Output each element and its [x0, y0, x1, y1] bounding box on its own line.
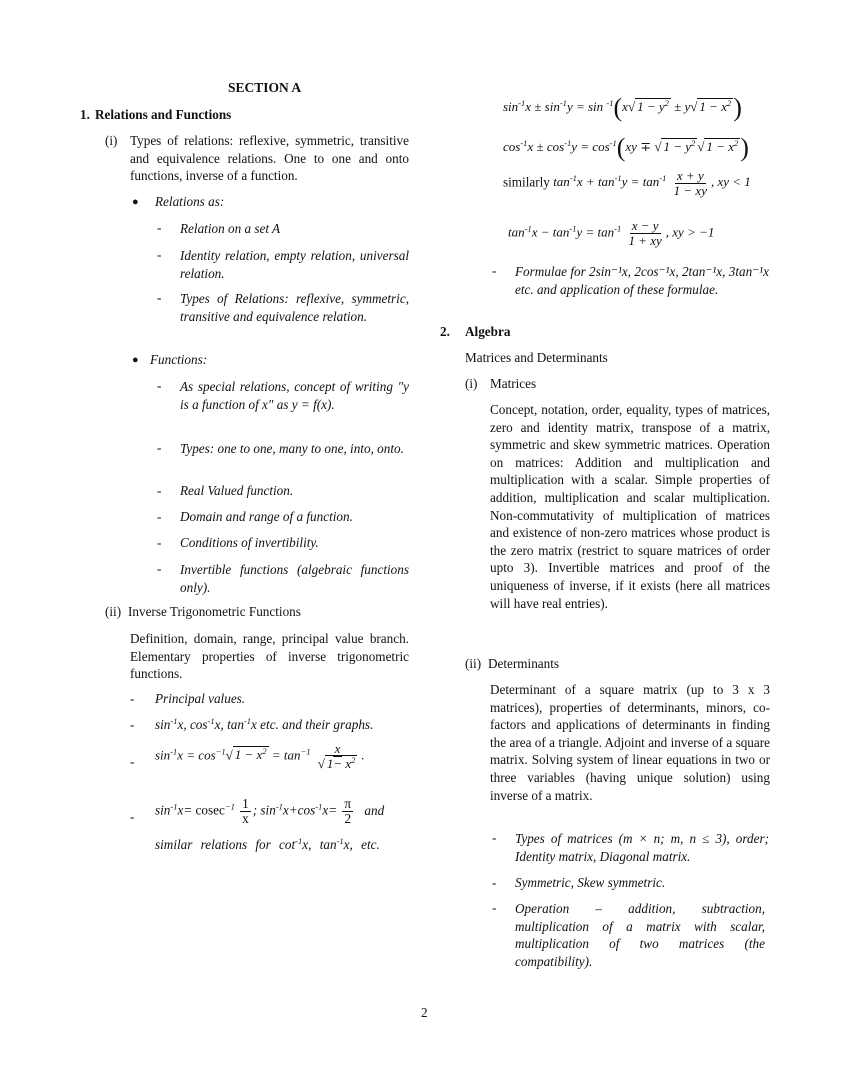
list-item: Types of Relations: reflexive, symmetric, transitive and equivalence relation.: [180, 291, 409, 324]
list-item: Types of matrices (m × n; m, n ≤ 3), order; Identity matrix, Diagonal matrix.: [515, 831, 769, 864]
bullet-icon: ●: [132, 354, 139, 366]
section-title: SECTION A: [228, 80, 302, 95]
sub1-label: (i): [105, 133, 118, 148]
heading-number: 2.: [440, 324, 450, 339]
dash-icon: -: [157, 509, 162, 524]
heading-algebra: Algebra: [465, 324, 511, 339]
dash-icon: -: [157, 535, 162, 550]
heading-number: 1.: [80, 107, 90, 122]
page-number: 2: [421, 1005, 428, 1020]
sub2-title-determinants: Determinants: [488, 656, 560, 671]
dash-icon: -: [157, 220, 162, 235]
heading-relations-functions: Relations and Functions: [95, 107, 232, 122]
sub2-text: Definition, domain, range, principal value branch. Elementary properties of inverse trigonometric functions.: [130, 631, 409, 682]
dash-icon: -: [492, 263, 497, 278]
list-item: Conditions of invertibility.: [180, 535, 319, 550]
dash-icon: -: [130, 691, 135, 706]
sub2-label: (ii): [105, 604, 122, 619]
formula-tan-diff: $\tan^{-1}x - \tan^{-1}y = \tan^{-1}$ $\frac{x - y}{1 + xy}$ , xy > −1: [508, 218, 715, 248]
sub1-title-matrices: Matrices: [490, 376, 537, 391]
dash-icon: -: [492, 900, 497, 915]
formula-sin-sum: $\sin^{-1}x \pm \sin^{-1}y = \sin ^{-1}(x√$ $1 - y^2 \pm y√$ $1 - x^2$): [503, 93, 742, 122]
dash-icon: -: [157, 440, 162, 455]
dash-icon: -: [157, 378, 162, 393]
sub2-label: (ii): [465, 656, 482, 671]
list-item: As special relations, concept of writing "y is a function of x" as y = f(x).: [180, 379, 409, 412]
list-item: Operation – addition, subtraction, multiplication of a matrix with scalar, multiplication of two matrices (the compatibility).: [515, 901, 765, 969]
subheading-matrices-determinants: Matrices and Determinants: [465, 350, 608, 365]
list-item: Invertible functions (algebraic functions only).: [180, 562, 409, 595]
list-item: Real Valued function.: [180, 483, 294, 498]
formula-cosec: $\sin^{-1}x= cosec^{-1}$ $\frac{1}{x}$ ; $\sin^{-1}x+\cos^{-1}x=$ $\frac{\pi}{2}$ and: [155, 796, 385, 826]
sub2-title: Inverse Trigonometric Functions: [128, 604, 301, 619]
matrices-text: Concept, notation, order, equality, types of matrices, zero and identity matrix, transpose of a matrix, symmetric and skew symmetric matrices. Operation on matrices: Addition and multiplication and multiplication with a scalar. Simple properties of addition, multiplication and scalar multiplication. Non-commutativity of multiplication of matrices and existence of non-zero matrices whose product is the zero matrix (restrict to square matrices of order upto 3). Invertible matrices and proof of the uniqueness of inverse, if it exists (here all matrices will have real entries).: [490, 402, 770, 611]
formula-cos-sum: $\cos^{-1}x \pm \cos^{-1}y = \cos^{-1}(xy$ ∓ √ $1 - y^2$ √ $1 - x^2$): [503, 133, 749, 162]
inverse-trig-list-item: $\sin^{-1}x$, $\cos^{-1}x$, $\tan^{-1}x$ etc. and their graphs.: [155, 716, 374, 732]
dash-icon: -: [157, 561, 162, 576]
sub1-label: (i): [465, 376, 478, 391]
bullet-functions-label: Functions:: [150, 352, 208, 367]
list-item: Types: one to one, many to one, into, onto.: [180, 441, 404, 456]
formulae-item: Formulae for 2sin⁻¹x, 2cos⁻¹x, 2tan⁻¹x, 3tan⁻¹x etc. and application of these formulae.: [515, 264, 769, 297]
list-item: Principal values.: [155, 691, 246, 706]
formula-sin-cos-tan: $\sin^{-1}x = \cos^{-1}√$ $1 - x^2 = \tan^{-1}$ $\frac{x}{√ 1- x^2}$ .: [155, 741, 365, 771]
formula-similar-relations: similar relations for $\cot^{-1}x$, $\tan^{-1}x$, etc.: [155, 836, 380, 852]
bullet-icon: ●: [132, 196, 139, 208]
list-item: Domain and range of a function.: [180, 509, 353, 524]
list-item: Identity relation, empty relation, universal relation.: [180, 248, 409, 281]
dash-icon: -: [157, 290, 162, 305]
list-item: Relation on a set A: [180, 221, 281, 236]
dash-icon: -: [157, 483, 162, 498]
formula-tan-sum: similarly $\tan^{-1}x + \tan^{-1}y = \tan^{-1}$ $\frac{x + y}{1 - xy}$ , xy < 1: [503, 168, 751, 198]
dash-icon: -: [157, 247, 162, 262]
dash-icon: -: [492, 830, 497, 845]
determinants-text: Determinant of a square matrix (up to 3 x 3 matrices), properties of determinants, minors, co-factors and applications of determinants in finding the area of a triangle. Adjoint and inverse of a square matrix. Solving system of linear equations in two or three variables (having unique solution) using inverse of a matrix.: [490, 682, 770, 803]
dash-icon: -: [130, 809, 135, 824]
bullet-relations-label: Relations as:: [155, 194, 225, 209]
dash-icon: -: [130, 717, 135, 732]
dash-icon: -: [492, 875, 497, 890]
list-item: Symmetric, Skew symmetric.: [515, 875, 666, 890]
sub1-text: Types of relations: reflexive, symmetric, transitive and equivalence relations. One to one and onto functions, inverse of a function.: [130, 133, 409, 184]
dash-icon: -: [130, 754, 135, 769]
